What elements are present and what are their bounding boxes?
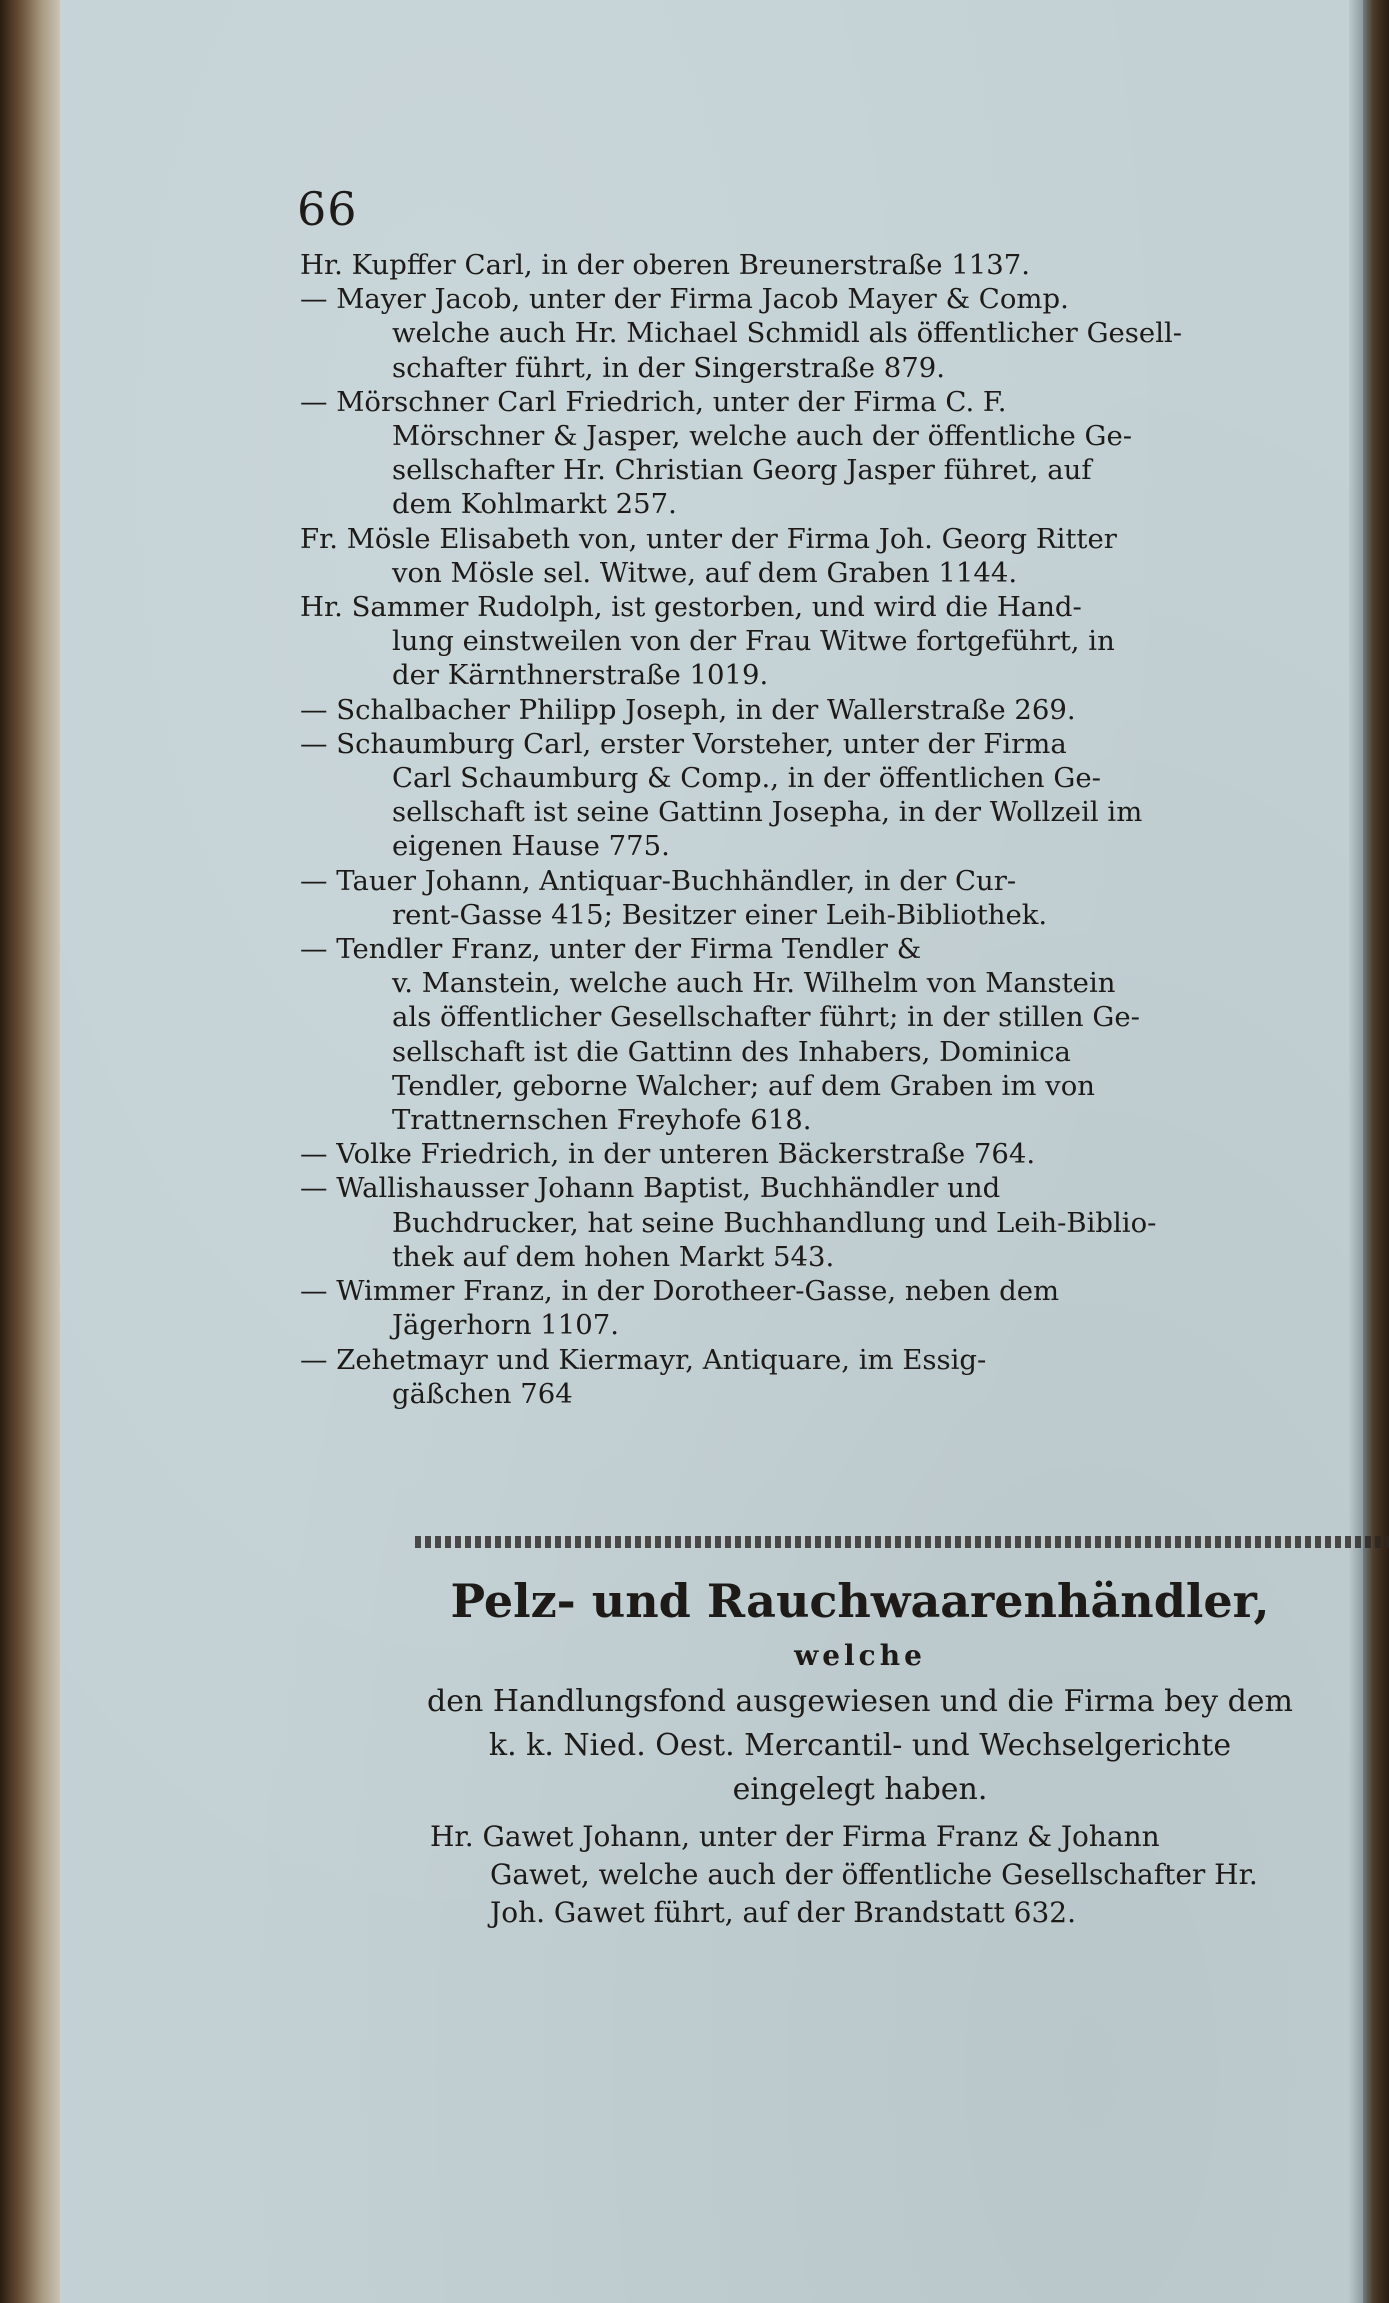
entry-line: als öffentlicher Gesellschafter führt; in der stillen Ge- — [392, 1001, 1140, 1034]
page-number: 66 — [297, 182, 358, 236]
entry-line: — Mörschner Carl Friedrich, unter der Firma C. F. — [300, 385, 1007, 418]
entry-line: — Volke Friedrich, in der unteren Bäckerstraße 764. — [300, 1138, 1036, 1171]
entry-line: — Schaumburg Carl, erster Vorsteher, unter der Firma — [300, 727, 1067, 760]
section-title: Pelz- und Rauchwaarenhändler, — [450, 1574, 1270, 1628]
entry-volke — [300, 1137, 1350, 1171]
section-description-line: den Handlungsfond ausgewiesen und die Firma bey dem — [427, 1684, 1293, 1719]
entry-line: welche auch Hr. Michael Schmidl als öffentlicher Gesell- — [392, 317, 1183, 350]
entry-line: Buchdrucker, hat seine Buchhandlung und Leih-Biblio- — [392, 1206, 1157, 1239]
entry-line: von Mösle sel. Witwe, auf dem Graben 1144. — [392, 556, 1018, 589]
ornamental-divider — [415, 1536, 1389, 1548]
entry-line: — Tauer Johann, Antiquar-Buchhändler, in der Cur- — [300, 864, 1017, 897]
entry-line: Hr. Gawet Johann, unter der Firma Franz & Johann — [430, 1820, 1160, 1853]
entry-line: Hr. Sammer Rudolph, ist gestorben, und wird die Hand- — [300, 591, 1082, 624]
entry-line: gäßchen 764 — [392, 1377, 573, 1410]
entry-line: sellschafter Hr. Christian Georg Jasper führet, auf — [392, 454, 1092, 487]
entry-line: Mörschner & Jasper, welche auch der öffentliche Ge- — [392, 420, 1133, 453]
entry-line: lung einstweilen von der Frau Witwe fortgeführt, in — [392, 625, 1115, 658]
entry-line: thek auf dem hohen Markt 543. — [392, 1240, 835, 1273]
entry-moerschner — [300, 385, 1350, 522]
entry-line: sellschaft ist die Gattinn des Inhabers, Dominica — [392, 1035, 1071, 1068]
entry-zehetmayr — [300, 1343, 1350, 1411]
entry-line: der Kärnthnerstraße 1019. — [392, 659, 769, 692]
book-page — [60, 0, 1349, 2303]
section-description-line: eingelegt haben. — [732, 1772, 988, 1807]
entry-line: Trattnernschen Freyhofe 618. — [392, 1104, 812, 1137]
entry-line: Jägerhorn 1107. — [392, 1309, 620, 1342]
entry-line: Fr. Mösle Elisabeth von, unter der Firma Joh. Georg Ritter — [300, 522, 1117, 555]
entry-line: — Schalbacher Philipp Joseph, in der Wallerstraße 269. — [300, 693, 1076, 726]
entry-moesle — [300, 522, 1350, 590]
entry-mayer — [300, 282, 1350, 385]
book-binding-left — [0, 0, 60, 2303]
page-edge-right — [1349, 0, 1363, 2303]
entry-line: schafter führt, in der Singerstraße 879. — [392, 351, 945, 384]
entry-line: Carl Schaumburg & Comp., in der öffentlichen Ge- — [392, 762, 1101, 795]
entry-line: eigenen Hause 775. — [392, 830, 670, 863]
entry-wallishausser — [300, 1171, 1350, 1274]
entry-schaumburg — [300, 727, 1350, 864]
section-heading — [360, 1570, 1360, 1812]
entry-line: — Tendler Franz, unter der Firma Tendler & — [300, 933, 922, 966]
book-binding-right — [1363, 0, 1389, 2303]
entry-line: rent-Gasse 415; Besitzer einer Leih-Bibliothek. — [392, 898, 1048, 931]
entry-line: Tendler, geborne Walcher; auf dem Graben im von — [392, 1069, 1095, 1102]
entry-line: — Zehetmayr und Kiermayr, Antiquare, im Essig- — [300, 1343, 987, 1376]
entry-kupffer — [300, 248, 1350, 282]
entry-line: — Wimmer Franz, in der Dorotheer-Gasse, neben dem — [300, 1275, 1060, 1308]
section-subtitle: welche — [794, 1639, 926, 1672]
entry-tauer — [300, 864, 1350, 932]
entry-schalbacher — [300, 693, 1350, 727]
entry-line: — Wallishausser Johann Baptist, Buchhändler und — [300, 1172, 1001, 1205]
section-description-line: k. k. Nied. Oest. Mercantil- und Wechselgerichte — [488, 1728, 1232, 1763]
entry-line: Gawet, welche auch der öffentliche Gesellschafter Hr. — [490, 1858, 1258, 1891]
entry-line: v. Manstein, welche auch Hr. Wilhelm von Manstein — [392, 967, 1116, 1000]
directory-entries — [300, 248, 1350, 1411]
entry-gawet — [430, 1818, 1389, 1932]
entry-line: Joh. Gawet führt, auf der Brandstatt 632. — [490, 1896, 1076, 1929]
entry-sammer — [300, 590, 1350, 693]
entry-wimmer — [300, 1274, 1350, 1342]
entry-tendler — [300, 932, 1350, 1137]
entry-line: — Mayer Jacob, unter der Firma Jacob Mayer & Comp. — [300, 283, 1069, 316]
entry-line: sellschaft ist seine Gattinn Josepha, in der Wollzeil im — [392, 796, 1143, 829]
entry-line: Hr. Kupffer Carl, in der oberen Breunerstraße 1137. — [300, 249, 1031, 281]
entry-line: dem Kohlmarkt 257. — [392, 488, 677, 521]
